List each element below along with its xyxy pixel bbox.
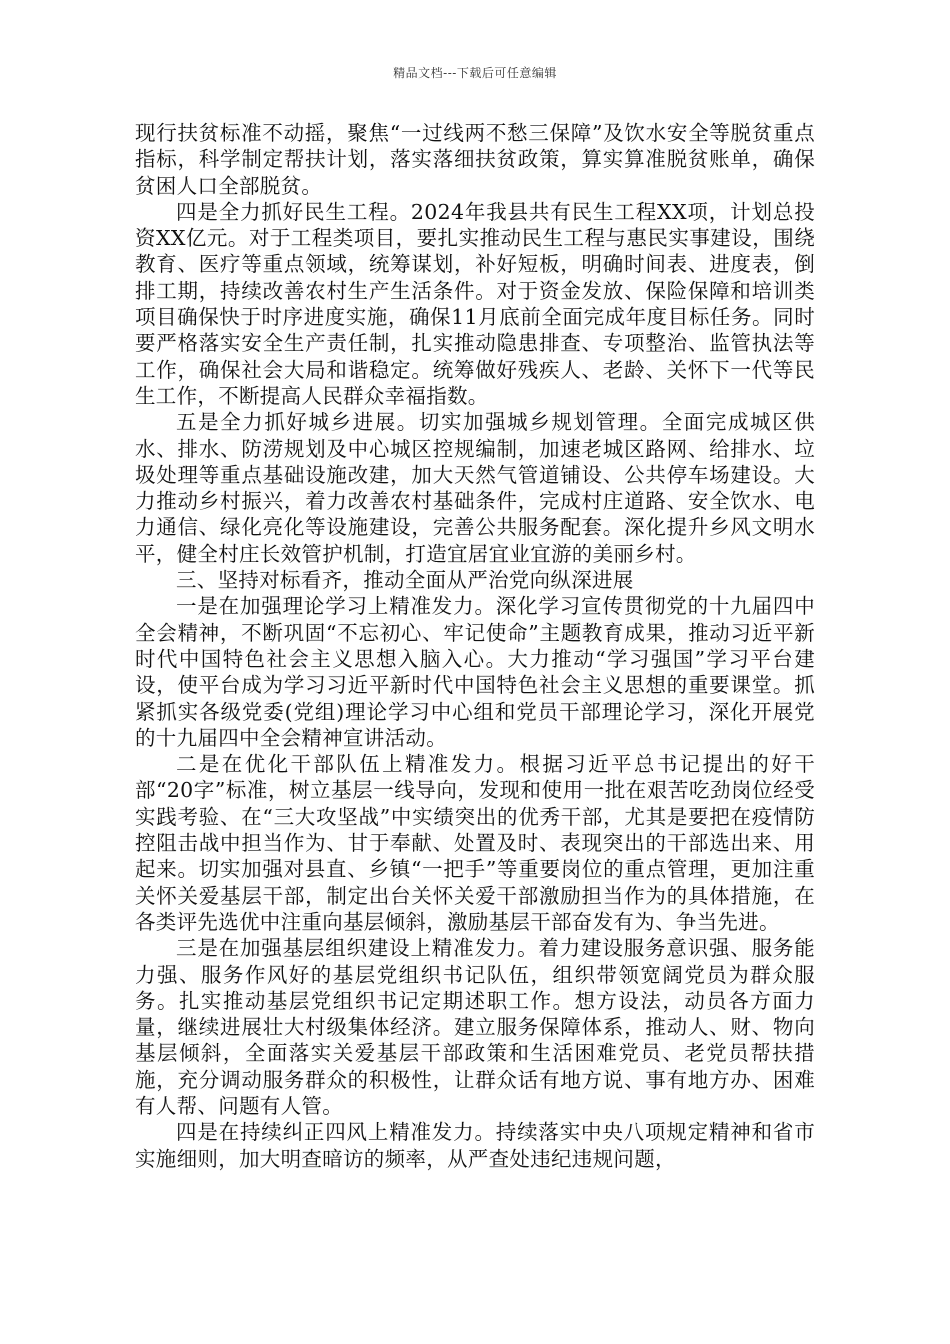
page-header: 精品文档---下载后可任意编辑 (393, 66, 557, 80)
paragraph-continuation: 现行扶贫标准不动摇，聚焦“一过线两不愁三保障”及饮水安全等脱贫重点指标，科学制定帮扶计划，落实落细扶贫政策，算实算准脱贫账单，确保贫困人口全部脱贫。 (135, 121, 815, 198)
paragraph-four-styles: 四是在持续纠正四风上精准发力。持续落实中央八项规定精神和省市实施细则，加大明查暗访的频率，从严查处违纪违规问题， (135, 1120, 815, 1171)
paragraph-grassroots-org: 三是在加强基层组织建设上精准发力。着力建设服务意识强、服务能力强、服务作风好的基层党组织书记队伍，组织带领宽阔党员为群众服务。扎实推动基层党组织书记定期述职工作。想方设法，动员各方面力量，继续进展壮大村级集体经济。建立服务保障体系，推动人、财、物向基层倾斜，全面落实关爱基层干部政策和生活困难党员、老党员帮扶措施，充分调动服务群众的积极性，让群众话有地方说、事有地方办、困难有人帮、问题有人管。 (135, 936, 815, 1118)
paragraph-urban-rural: 五是全力抓好城乡进展。切实加强城乡规划管理。全面完成城区供水、排水、防涝规划及中心城区控规编制，加速老城区路网、给排水、垃圾处理等重点基础设施改建，加大天然气管道铺设、公共停车场建设。大力推动乡村振兴，着力改善农村基础条件，完成村庄道路、安全饮水、电力通信、绿化亮化等设施建设，完善公共服务配套。深化提升乡风文明水平，健全村庄长效管护机制，打造宜居宜业宜游的美丽乡村。 (135, 410, 815, 566)
paragraph-theory-study: 一是在加强理论学习上精准发力。深化学习宣传贯彻党的十九届四中全会精神，不断巩固“不忘初心、牢记使命”主题教育成果，推动习近平新时代中国特色社会主义思想入脑入心。大力推动“学习强国”学习平台建设，使平台成为学习习近平新时代中国特色社会主义思想的重要课堂。抓紧抓实各级党委(党组)理论学习中心组和党员干部理论学习，深化开展党的十九届四中全会精神宣讲活动。 (135, 594, 815, 750)
section-heading: 三、坚持对标看齐，推动全面从严治党向纵深进展 (176, 568, 634, 593)
paragraph-livelihood-projects: 四是全力抓好民生工程。2024年我县共有民生工程XX项，计划总投资XX亿元。对于工程类项目，要扎实推动民生工程与惠民实事建设，围绕教育、医疗等重点领域，统筹谋划，补好短板，明确时间表、进度表，倒排工期，持续改善农村生产生活条件。对于资金发放、保险保障和培训类项目确保快于时序进度实施，确保11月底前全面完成年度目标任务。同时要严格落实安全生产责任制，扎实推动隐患排查、专项整治、监管执法等工作，确保社会大局和谐稳定。统筹做好残疾人、老龄、关怀下一代等民生工作，不断提高人民群众幸福指数。 (135, 199, 815, 408)
document-body (135, 120, 815, 1172)
paragraph-cadre-team: 二是在优化干部队伍上精准发力。根据习近平总书记提出的好干部“20字”标准，树立基层一线导向，发现和使用一批在艰苦吃劲岗位经受实践考验、在“三大攻坚战”中实绩突出的优秀干部，尤其是要把在疫情防控阻击战中担当作为、甘于奉献、处置及时、表现突出的干部选出来、用起来。切实加强对县直、乡镇“一把手”等重要岗位的重点管理，更加注重关怀关爱基层干部，制定出台关怀关爱干部激励担当作为的具体措施，在各类评先选优中注重向基层倾斜，激励基层干部奋发有为、争当先进。 (135, 752, 815, 934)
